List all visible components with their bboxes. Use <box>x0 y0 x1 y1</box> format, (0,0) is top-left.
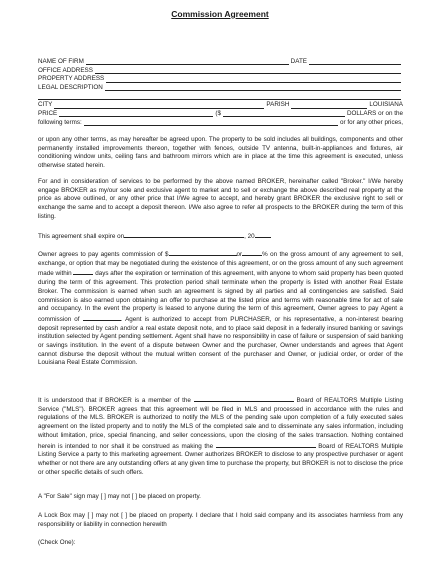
state-label: LOUISIANA <box>369 101 403 109</box>
mls-lead-text: It is understood that if BROKER is a member of the <box>38 397 191 404</box>
property-address-label: PROPERTY ADDRESS <box>38 75 105 83</box>
paragraph-for-sale-sign <box>38 493 403 502</box>
engagement-text: For and in consideration of services to be performed by the above named BROKER, hereinafter called "Broker." I/We hereby engage BROKER as my/our sole and exclusive agent to market and to sell or exchange the above described real property at the price as above outlined, or any other price that I/We agree to accept, and hereby grant BROKER the exclusive right to sell or exchange the same and to accept a deposit thereon. I/We also agree to refer all prospects to the BROKER during the term of this listing. <box>38 178 403 220</box>
office-row <box>38 67 403 76</box>
firm-row <box>38 58 403 67</box>
expire-year-line[interactable] <box>255 231 271 238</box>
paragraph-inclusions <box>38 136 403 171</box>
name-of-firm-line[interactable] <box>86 64 289 65</box>
commission-text <box>38 249 403 368</box>
paragraph-engagement <box>38 178 403 222</box>
commission-gross-text: % on the gross amount of any agreement to sell, exchange, or option that may be negotiated during the existence of this agreement, or on the gross amount of any such agreement made within <box>38 251 403 278</box>
property-address-line[interactable] <box>106 82 401 83</box>
parish-line[interactable] <box>291 108 367 109</box>
date-label: DATE <box>290 57 307 65</box>
parish-label: PARISH <box>266 101 290 109</box>
city-line[interactable] <box>54 108 264 109</box>
following-terms-label: following terms: <box>38 118 82 126</box>
office-address-line[interactable] <box>95 73 401 74</box>
price-row <box>38 110 403 119</box>
expire-year-text: , 20 <box>244 233 255 240</box>
date-line[interactable] <box>309 64 401 65</box>
office-address-label: OFFICE ADDRESS <box>38 66 93 74</box>
mls-body-text: Board of REALTORS Multiple Listing Service ("MLS"). BROKER agrees that this agreement will be filed in MLS and processed in accordance with the rules and regulations of the MLS. BROKER is authorized to notify the MLS of the pending sale upon completion of a fully executed sales agreement on the listed property and to notify the MLS of the completed sale and to disseminate any sales information, including without limitation, price, special financing, and seller concessions, upon the closing of the sales transaction. Nothing contained herein is intended to nor shall it be construed as making the <box>38 397 403 450</box>
for-sale-sign-text: A "For Sale" sign may [ ] may not [ ] be placed on property. <box>38 493 201 500</box>
lease-commission-line[interactable] <box>83 314 121 321</box>
lock-box-text: A Lock Box may [ ] may not [ ] be placed on property. I declare that I hold said company and its associates harmless from any responsibility or liability in connection herewith <box>38 512 403 528</box>
city-label: CITY <box>38 101 53 109</box>
commission-amount-line[interactable] <box>169 249 237 256</box>
paragraph-mls <box>38 395 403 477</box>
check-one-text: (Check One): <box>38 539 76 546</box>
board-name-line[interactable] <box>194 395 294 402</box>
paragraph-commission <box>38 249 403 368</box>
paragraph-expiration <box>38 231 403 242</box>
terms-row <box>38 119 403 128</box>
legal-row <box>38 84 403 93</box>
expiration-text <box>38 231 403 242</box>
mls-disclose-text: Board of REALTORS Multiple Listing Service a party to this marketing agreement. Owner authorizes BROKER to disclose to any prospective purchaser or agent whether or not there are any outstanding offers at any given time to purchase the property, but BROKER is not to disclose the price or other specific details of such offers. <box>38 442 404 476</box>
commission-earned-text: days after the expiration or termination of this agreement, with anyone to whom said property has been quoted during the term of this agreement. This protection period shall terminate when the property is listed with another Real Estate Broker. The commission is earned when such an agreement is signed by all parties and all contingencies are satisfied. Said commission is also earned upon obtaining an offer to purchase at the listed price and terms with reasonable time for act of sale and occupancy. In the event the property is leased to anyone during the term of this agreement, Owner agrees to pay Agent a commission of <box>38 270 404 323</box>
expire-date-line[interactable] <box>124 231 244 238</box>
property-row <box>38 75 403 84</box>
property-fields <box>38 58 403 128</box>
price-label: PRICE <box>38 110 58 118</box>
dollars-label: DOLLARS or on the <box>346 110 403 118</box>
name-of-firm-label: NAME OF FIRM <box>38 57 84 65</box>
price-words-line[interactable] <box>223 116 345 117</box>
expire-text: This agreement shall expire on <box>38 233 125 240</box>
paragraph-lock-box <box>38 512 403 529</box>
deposit-text: . Agent is authorized to accept from PURCHASER, or his representative, a non-interest bearing deposit represented by cash and/or a real estate deposit note, and to place said deposit in a federally insured banking or savings institution selected by Agent pending settlement. Agent shall have no responsibility in case of failure or suspension of said banking or savings institution. In the event of a dispute between Owner and the purchaser, Owner understands and agrees that Agent cannot disburse the deposit without the mutual written consent of the purchaser and Owner, or judicial order, or order of the Louisiana Real Estate Commission. <box>38 315 403 367</box>
terms-line[interactable] <box>84 125 338 126</box>
price-line[interactable] <box>59 116 213 117</box>
legal-description-label: LEGAL DESCRIPTION <box>38 84 103 92</box>
commission-lead-text: Owner agrees to pay agents commission of $ <box>38 251 169 258</box>
commission-or-text: or <box>236 251 243 258</box>
board-name-line-2[interactable] <box>216 441 316 448</box>
inclusions-text: or upon any other terms, as may hereafter be agreed upon. The property to be sold includes all buildings, components and other permanently installed improvements thereon, together with fences, outside TV antenna, built-in-appliances and fixtures, air conditioning window units, ceiling fans and bathroom mirrors which are in place at the time this agreement is executed, unless otherwise stated herein. <box>38 136 403 170</box>
mls-text <box>38 395 403 477</box>
commission-percent-line[interactable] <box>242 249 262 256</box>
price-dollar-label: ($ <box>215 110 221 118</box>
city-row <box>38 101 403 110</box>
protection-days-line[interactable] <box>73 268 93 275</box>
paragraph-check-one <box>38 539 403 548</box>
legal-description-line[interactable] <box>105 90 401 91</box>
legal-continuation-line[interactable] <box>38 99 401 100</box>
legal-continuation-row <box>38 93 403 102</box>
document-title: Commission Agreement <box>171 9 269 19</box>
other-prices-label: or for any other prices, <box>340 118 403 126</box>
